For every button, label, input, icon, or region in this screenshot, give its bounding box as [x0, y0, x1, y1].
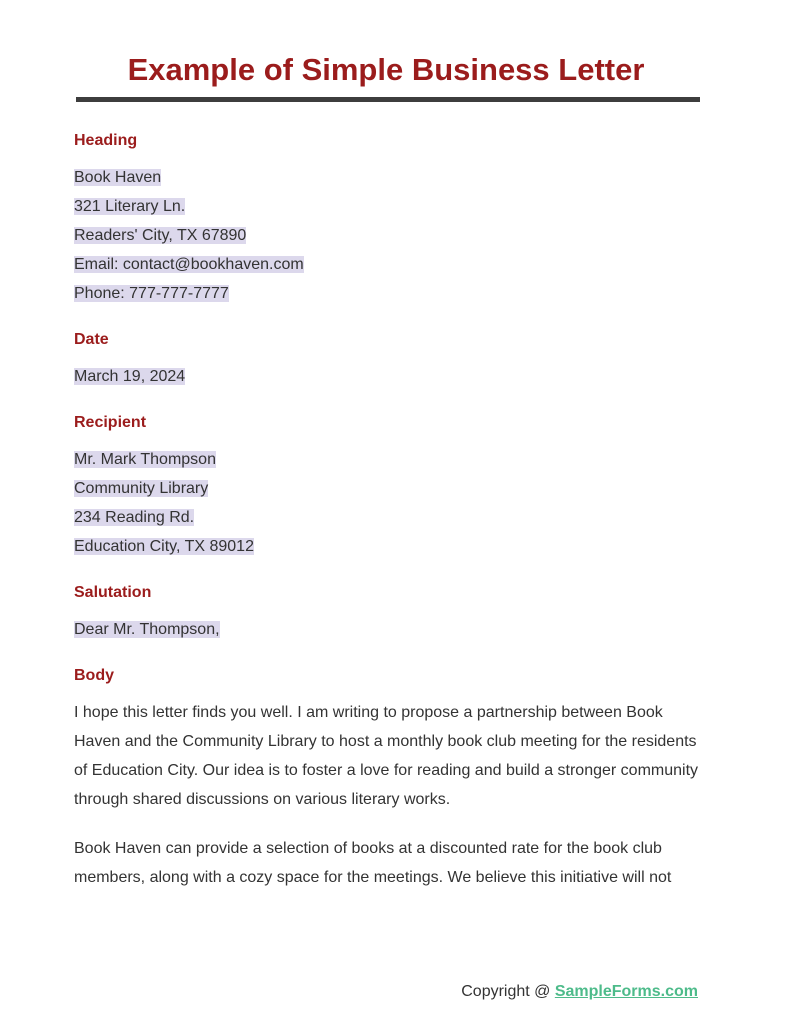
salutation-line-text: Dear Mr. Thompson,: [74, 621, 220, 638]
heading-line-text: Phone: 777-777-7777: [74, 285, 229, 302]
recipient-section: [74, 411, 704, 561]
heading-line: [74, 250, 704, 279]
heading-line: [74, 279, 704, 308]
date-line-text: March 19, 2024: [74, 368, 186, 385]
recipient-line: [74, 445, 704, 474]
section-heading-heading: Heading: [74, 132, 138, 149]
heading-line-text: Readers' City, TX 67890: [74, 227, 247, 244]
date-line: [74, 362, 704, 391]
sampleforms-link[interactable]: SampleForms.com: [554, 983, 698, 1000]
recipient-line: [74, 474, 704, 503]
recipient-line-text: Mr. Mark Thompson: [74, 451, 216, 468]
heading-line-text: Book Haven: [74, 169, 162, 186]
copyright-text: Copyright @: [461, 983, 555, 1000]
copyright-footer: [461, 980, 698, 1004]
recipient-line: [74, 503, 704, 532]
recipient-line-text: Community Library: [74, 480, 209, 497]
salutation-line: [74, 615, 704, 644]
heading-line-text: 321 Literary Ln.: [74, 198, 186, 215]
heading-line: [74, 192, 704, 221]
body-paragraph: Book Haven can provide a selection of books at a discounted rate for the book club members, along with a cozy space for the meetings. We believe this initiative will not: [74, 840, 672, 886]
heading-line-text: Email: contact@bookhaven.com: [74, 256, 304, 273]
title-divider: [76, 97, 700, 102]
page-title: Example of Simple Business Letter: [127, 52, 645, 87]
salutation-section: [74, 581, 704, 644]
heading-section: [74, 129, 704, 308]
recipient-line: [74, 532, 704, 561]
body-section: [74, 664, 704, 892]
letter-content: [74, 129, 704, 912]
section-heading-body: Body: [74, 667, 114, 684]
recipient-line-text: Education City, TX 89012: [74, 538, 254, 555]
heading-line: [74, 221, 704, 250]
recipient-line-text: 234 Reading Rd.: [74, 509, 195, 526]
section-heading-salutation: Salutation: [74, 584, 152, 601]
heading-line: [74, 163, 704, 192]
body-paragraph: I hope this letter finds you well. I am writing to propose a partnership between Book Haven and the Community Library to host a monthly book club meeting for the residents of Education City. Our idea is to foster a love for reading and build a stronger community through shared discussions on various literary works.: [74, 704, 699, 808]
section-heading-date: Date: [74, 331, 109, 348]
date-section: [74, 328, 704, 391]
section-heading-recipient: Recipient: [74, 414, 147, 431]
